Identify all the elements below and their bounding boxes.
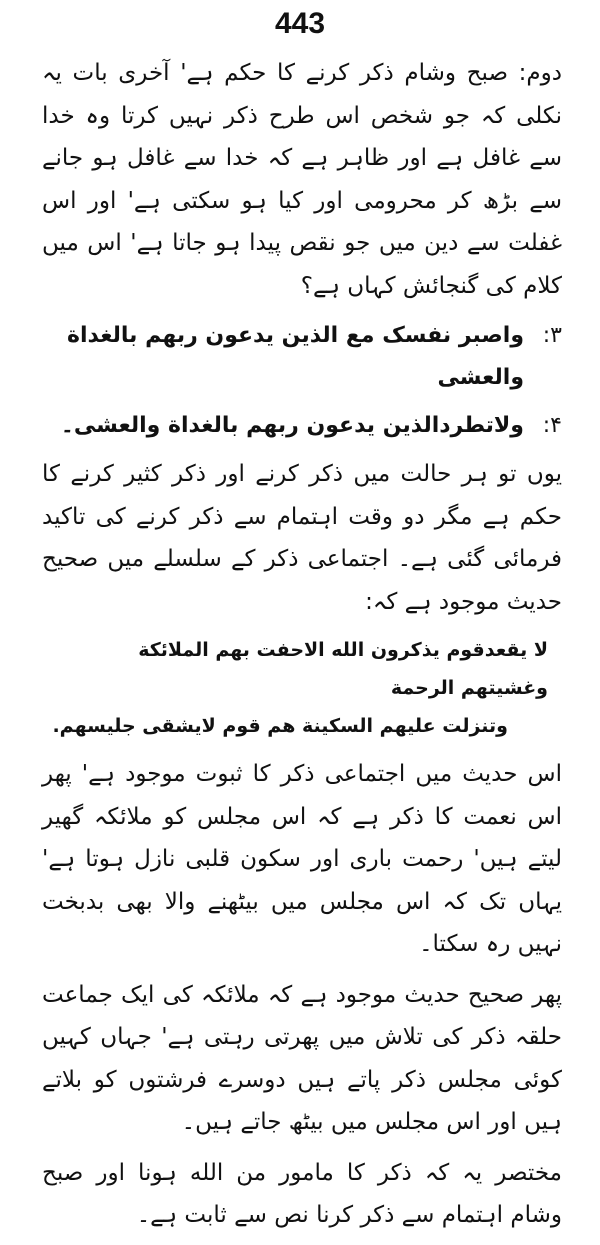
- paragraph-4: پھر صحیح حدیث موجود ہے کہ ملائکہ کی ایک جماعت حلقہ ذکر کی تلاش میں پھرتی رہتی ہے' جہاں کہیں کوئی مجلس ذکر پاتے ہیں دوسرے فرشتوں کو بلاتے ہیں اور اس مجلس میں بیٹھ جاتے ہیں۔: [42, 981, 562, 1135]
- verse-3-text: واصبر نفسک مع الذین یدعون ربھم بالغداة والعشی: [66, 323, 524, 390]
- verse-4-text: ولاتطردالذین یدعون ربھم بالغداة والعشی۔: [60, 413, 524, 438]
- paragraph-3: اس حدیث میں اجتماعی ذکر کا ثبوت موجود ہے' پھر اس نعمت کا ذکر ہے کہ اس مجلس کو ملائکہ گھیر لیتے ہیں' رحمت باری اور سکون قلبی نازل ہوتا ہے' یہاں تک کہ اس مجلس میں بیٹھنے والا بھی بدبخت نہیں رہ سکتا۔: [42, 761, 562, 957]
- page-content: [42, 52, 562, 1245]
- verse-3-number: ۳:: [542, 323, 562, 348]
- hadith-line-2: وتنزلت علیھم السکینة ھم قوم لایشقی جلیسھم.: [52, 715, 508, 737]
- verse-4: [42, 405, 562, 447]
- paragraph-1: دوم: صبح وشام ذکر کرنے کا حکم ہے' آخری بات یہ نکلی کہ جو شخص اس طرح ذکر نہیں کرتا وہ خدا سے غافل ہے اور ظاہر ہے کہ خدا سے غافل ہو جانے سے بڑھ کر محرومی اور کیا ہو سکتی ہے' اور اس غفلت سے دین میں جو نقص پیدا ہو جاتا ہے' اس میں کلام کی گنجائش کہاں ہے؟: [42, 60, 562, 299]
- verse-3: [42, 315, 562, 399]
- verse-4-number: ۴:: [542, 413, 562, 438]
- paragraph-5: مختصر یہ کہ ذکر کا مامور من الله ہونا اور صبح وشام اہتمام سے ذکر کرنا نص سے ثابت ہے۔: [42, 1159, 562, 1228]
- paragraph-2: یوں تو ہر حالت میں ذکر کرنے اور ذکر کثیر کرنے کا حکم ہے مگر دو وقت اہتمام سے ذکر کرنے کی تاکید فرمائی گئی ہے۔ اجتماعی ذکر کے سلسلے میں صحیح حدیث موجود ہے کہ:: [42, 461, 562, 615]
- hadith-line-1: لا یقعدقوم یذکرون الله الاحفت بھم الملائکة وغشیتھم الرحمة: [138, 639, 548, 699]
- page-number: 443: [274, 7, 326, 40]
- hadith-quote: [52, 631, 548, 745]
